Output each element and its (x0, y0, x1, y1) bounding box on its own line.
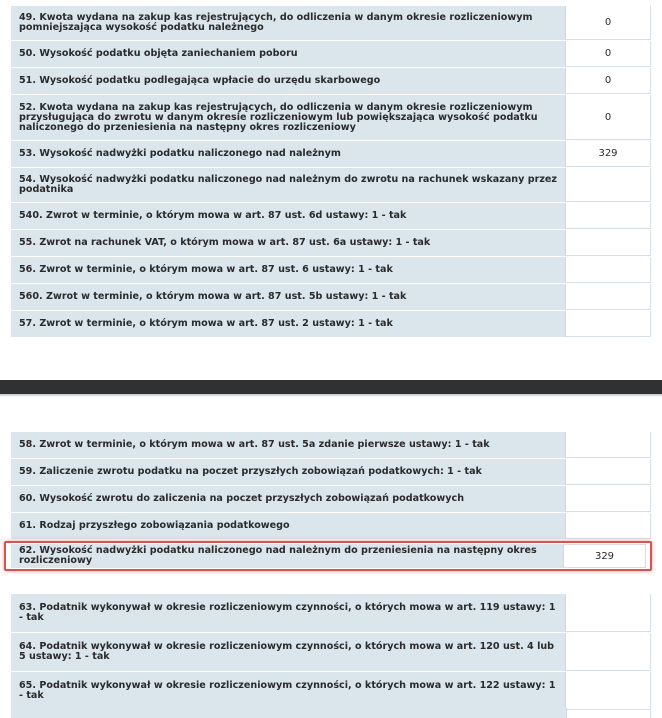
row-label: 57. Zwrot w terminie, o którym mowa w art. 87 ust. 2 ustawy: 1 - tak (11, 311, 566, 337)
row-label: 55. Zwrot na rachunek VAT, o którym mowa w art. 87 ust. 6a ustawy: 1 - tak (11, 230, 566, 256)
row-label: 54. Wysokość nadwyżki podatku naliczonego nad należnym do zwrotu na rachunek wskazany przez podatnika (11, 168, 566, 202)
row-label: 63. Podatnik wykonywał w okresie rozliczeniowym czynności, o których mowa w art. 119 ustawy: 1 - tak (11, 594, 566, 632)
form-row (11, 257, 651, 284)
highlighted-row-label: 62. Wysokość nadwyżki podatku naliczonego nad należnym do przeniesienia na następny okres rozliczeniowy (11, 544, 564, 568)
form-row (11, 95, 651, 141)
row-label: 56. Zwrot w terminie, o którym mowa w art. 87 ust. 6 ustawy: 1 - tak (11, 257, 566, 283)
row-label: 61. Rodzaj przyszłego zobowiązania podatkowego (11, 513, 566, 539)
value-field[interactable] (566, 311, 651, 337)
form-row (11, 513, 651, 540)
value-field[interactable] (566, 486, 651, 512)
cutoff-row-value[interactable] (567, 708, 651, 718)
row-label: 58. Zwrot w terminie, o którym mowa w art. 87 ust. 5a zdanie pierwsze ustawy: 1 - tak (11, 432, 566, 458)
row-label: 65. Podatnik wykonywał w okresie rozliczeniowym czynności, o których mowa w art. 122 ustawy: 1 - tak (11, 672, 566, 710)
form-row (11, 594, 651, 633)
cutoff-row (11, 708, 651, 718)
vat-form-section-bottom (11, 594, 651, 711)
row-label: 50. Wysokość podatku objęta zaniechaniem poboru (11, 41, 566, 67)
cutoff-row-label (11, 708, 567, 718)
page-divider-shadow (0, 394, 662, 397)
form-row (11, 41, 651, 68)
form-row (11, 68, 651, 95)
form-row (11, 459, 651, 486)
vat-form-section-top (11, 6, 651, 338)
value-field[interactable] (566, 633, 651, 671)
value-field[interactable]: 329 (566, 141, 651, 167)
value-field[interactable] (566, 257, 651, 283)
value-field[interactable] (566, 513, 651, 539)
value-field[interactable] (566, 284, 651, 310)
value-field[interactable] (566, 168, 651, 202)
highlighted-row (4, 541, 652, 571)
row-label: 59. Zaliczenie zwrotu podatku na poczet przyszłych zobowiązań podatkowych: 1 - tak (11, 459, 566, 485)
row-label: 53. Wysokość nadwyżki podatku naliczonego nad należnym (11, 141, 566, 167)
row-label: 60. Wysokość zwrotu do zaliczenia na poczet przyszłych zobowiązań podatkowych (11, 486, 566, 512)
form-row (11, 486, 651, 513)
form-row (11, 203, 651, 230)
vat-form-section-middle (11, 432, 651, 540)
highlighted-value-field[interactable]: 329 (564, 544, 646, 568)
row-label: 51. Wysokość podatku podlegająca wpłacie do urzędu skarbowego (11, 68, 566, 94)
form-row (11, 633, 651, 672)
value-field[interactable] (566, 432, 651, 458)
value-field[interactable] (566, 459, 651, 485)
row-label: 52. Kwota wydana na zakup kas rejestrujących, do odliczenia w danym okresie rozliczeniowym przysługująca do zwrotu w danym okresie rozliczeniowym lub powiększająca wysokość podatku naliczonego do przeniesienia na następny okres rozliczeniowy (11, 95, 566, 140)
value-field[interactable]: 0 (566, 68, 651, 94)
form-row (11, 6, 651, 41)
form-row (11, 168, 651, 203)
form-row (11, 672, 651, 711)
value-field[interactable] (566, 672, 651, 710)
row-label: 64. Podatnik wykonywał w okresie rozliczeniowym czynności, o których mowa w art. 120 ust. 4 lub 5 ustawy: 1 - tak (11, 633, 566, 671)
page-divider (0, 380, 662, 394)
form-row (11, 311, 651, 338)
row-label: 49. Kwota wydana na zakup kas rejestrujących, do odliczenia w danym okresie rozliczeniowym pomniejszająca wysokość podatku należnego (11, 6, 566, 40)
form-row (11, 230, 651, 257)
form-row (11, 432, 651, 459)
value-field[interactable] (566, 230, 651, 256)
value-field[interactable]: 0 (566, 95, 651, 140)
form-row (11, 284, 651, 311)
row-label: 540. Zwrot w terminie, o którym mowa w art. 87 ust. 6d ustawy: 1 - tak (11, 203, 566, 229)
value-field[interactable]: 0 (566, 6, 651, 40)
value-field[interactable] (566, 594, 651, 632)
value-field[interactable]: 0 (566, 41, 651, 67)
value-field[interactable] (566, 203, 651, 229)
row-label: 560. Zwrot w terminie, o którym mowa w art. 87 ust. 5b ustawy: 1 - tak (11, 284, 566, 310)
form-row (11, 141, 651, 168)
